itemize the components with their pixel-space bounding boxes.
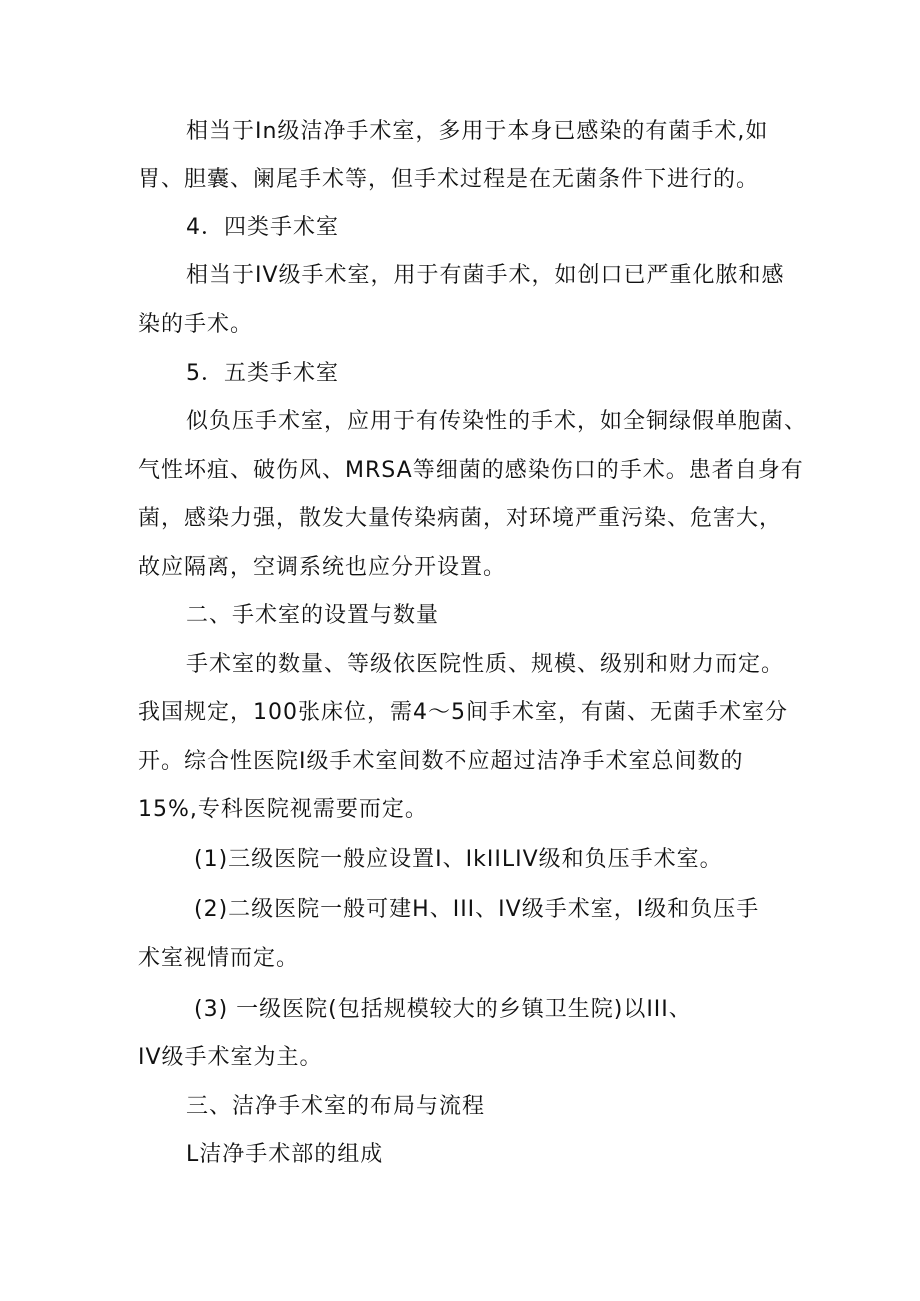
paragraph-line: 相当于IV级手术室，用于有菌手术，如创口已严重化脓和感 [186, 263, 785, 288]
paragraph-line: 气性坏疽、破伤风、MRSA等细菌的感染伤口的手术。患者自身有 [138, 458, 804, 483]
paragraph-line: 术室视情而定。 [138, 946, 300, 971]
section-heading: 三、洁净手术室的布局与流程 [186, 1094, 486, 1119]
paragraph-line: 开。综合性医院I级手术室间数不应超过洁净手术室总间数的 [138, 749, 744, 774]
list-item: (3) 一级医院(包括规模较大的乡镇卫生院)以III、 [194, 997, 692, 1022]
list-item: (2)二级医院一般可建H、III、IV级手术室，I级和负压手 [194, 897, 760, 922]
paragraph-line: IV级手术室为主。 [138, 1045, 323, 1070]
paragraph-line: 15%,专科医院视需要而定。 [138, 797, 428, 822]
paragraph-line: 手术室的数量、等级依医院性质、规模、级别和财力而定。 [186, 652, 785, 677]
paragraph-line: 染的手术。 [138, 312, 254, 337]
paragraph-line: 胃、胆囊、阑尾手术等，但手术过程是在无菌条件下进行的。 [138, 167, 760, 192]
paragraph-line: 菌，感染力强，散发大量传染病菌，对环境严重污染、危害大， [138, 506, 783, 531]
section-heading: 4．四类手术室 [186, 215, 339, 240]
paragraph-line: 我国规定，100张床位，需4～5间手术室，有菌、无菌手术室分 [138, 700, 788, 725]
paragraph-line: 故应隔离，空调系统也应分开设置。 [138, 555, 507, 580]
paragraph-line: 相当于In级洁净手术室，多用于本身已感染的有菌手术,如 [186, 119, 769, 144]
section-heading: L洁净手术部的组成 [186, 1142, 384, 1167]
list-item: (1)三级医院一般应设置I、IkIILIV级和负压手术室。 [194, 847, 723, 872]
section-heading: 二、手术室的设置与数量 [186, 603, 440, 628]
paragraph-line: 似负压手术室，应用于有传染性的手术，如全铜绿假单胞菌、 [186, 409, 808, 434]
section-heading: 5．五类手术室 [186, 361, 339, 386]
